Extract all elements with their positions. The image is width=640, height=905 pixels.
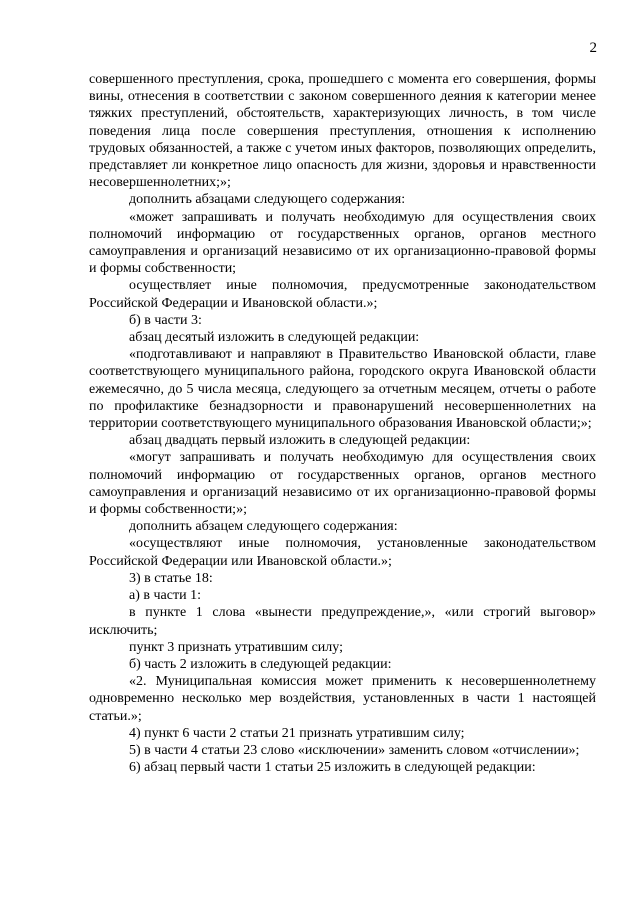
paragraph: «могут запрашивать и получать необходимую для осуществления своих полномочий информацию от государственных органов, органов местного самоуправления и организаций независимо от их организационно-правовой формы и формы собственности;»;: [89, 450, 596, 518]
paragraph: дополнить абзацами следующего содержания:: [129, 192, 406, 208]
paragraph: 6) абзац первый части 1 статьи 25 изложить в следующей редакции:: [129, 760, 536, 776]
paragraph: дополнить абзацем следующего содержания:: [129, 519, 398, 535]
paragraph: а) в части 1:: [129, 588, 201, 604]
paragraph: абзац десятый изложить в следующей редакции:: [129, 330, 420, 346]
paragraph: «подготавливают и направляют в Правительство Ивановской области, главе соответствующего муниципального района, городского округа Ивановской области ежемесячно, до 5 числа месяца, следующего за отчетным месяцем, отчеты о работе по профилактике безнадзорности и правонарушений несовершеннолетних на территории соответствующего муниципального образования Ивановской области;»;: [89, 347, 596, 432]
paragraph: осуществляет иные полномочия, предусмотренные законодательством Российской Федерации и Ивановской области.»;: [89, 278, 596, 311]
paragraph: пункт 3 признать утратившим силу;: [129, 639, 343, 655]
paragraph: «может запрашивать и получать необходимую для осуществления своих полномочий информацию от государственных органов, органов местного самоуправления и организаций независимо от их организационно-правовой формы и формы собственности;: [89, 209, 596, 277]
paragraph: «2. Муниципальная комиссия может применить к несовершеннолетнему одновременно несколько мер воздействия, установленных в части 1 настоящей статьи.»;: [89, 674, 596, 724]
paragraph: совершенного преступления, срока, прошедшего с момента его совершения, формы вины, отнесения в соответствии с законом совершенного деяния к категории менее тяжких преступлений, обстоятельств, характеризующих личность, в том числе поведения лица после совершения преступления, отношения к исполнению трудовых обязанностей, а также с учетом иных факторов, позволяющих определить, представляет ли конкретное лицо опасность для жизни, здоровья и нравственности несовершеннолетних;»;: [89, 72, 596, 191]
page-number: 2: [589, 40, 597, 56]
paragraph: 3) в статье 18:: [129, 570, 213, 586]
paragraph: в пункте 1 слова «вынести предупреждение,», «или строгий выговор» исключить;: [89, 605, 596, 638]
paragraph: б) часть 2 изложить в следующей редакции:: [129, 656, 392, 672]
paragraph: абзац двадцать первый изложить в следующей редакции:: [129, 433, 471, 449]
paragraph: 4) пункт 6 части 2 статьи 21 признать утратившим силу;: [129, 725, 465, 741]
document-body: [89, 71, 596, 776]
paragraph: 5) в части 4 статьи 23 слово «исключении» заменить словом «отчислении»;: [129, 742, 580, 758]
paragraph: б) в части 3:: [129, 312, 202, 328]
paragraph: «осуществляют иные полномочия, установленные законодательством Российской Федерации или Ивановской области.»;: [89, 536, 596, 569]
